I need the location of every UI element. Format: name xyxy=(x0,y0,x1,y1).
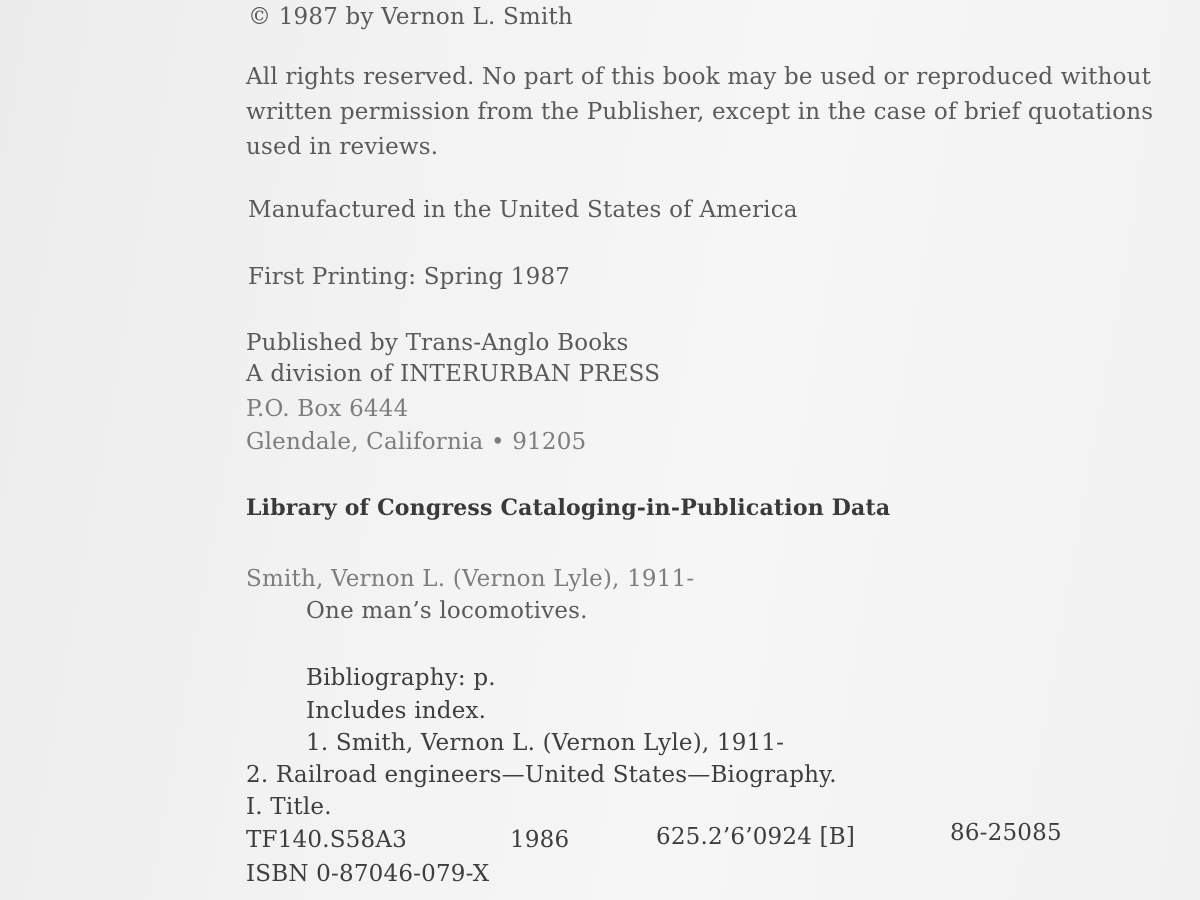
publisher-line-4: Glendale, California • 91205 xyxy=(246,429,587,455)
rights-line-1: All rights reserved. No part of this book may be used or reproduced without xyxy=(246,64,1152,90)
cip-lccn: 86-25085 xyxy=(950,820,1062,846)
rights-line-2: written permission from the Publisher, except in the case of brief quotations xyxy=(246,99,1154,125)
cip-subject-1: 1. Smith, Vernon L. (Vernon Lyle), 1911- xyxy=(306,730,785,756)
cip-title: One man’s locomotives. xyxy=(306,598,588,624)
publisher-line-3: P.O. Box 6444 xyxy=(246,396,409,422)
cip-heading: Library of Congress Cataloging-in-Publication Data xyxy=(246,495,891,521)
copyright-line: © 1987 by Vernon L. Smith xyxy=(248,4,573,30)
cip-bibliography: Bibliography: p. xyxy=(306,665,496,691)
manufactured-line: Manufactured in the United States of America xyxy=(248,197,798,223)
cip-index: Includes index. xyxy=(306,698,487,724)
cip-isbn: ISBN 0-87046-079-X xyxy=(246,861,490,887)
cip-year: 1986 xyxy=(510,827,570,853)
cip-call-number: TF140.S58A3 xyxy=(246,827,407,853)
publisher-line-1: Published by Trans-Anglo Books xyxy=(246,330,629,356)
printing-line: First Printing: Spring 1987 xyxy=(248,264,571,290)
cip-author: Smith, Vernon L. (Vernon Lyle), 1911- xyxy=(246,566,695,592)
cip-dewey: 625.2’6’0924 [B] xyxy=(656,824,855,850)
cip-title-entry: I. Title. xyxy=(246,794,332,820)
cip-subject-2: 2. Railroad engineers—United States—Biography. xyxy=(246,762,837,788)
publisher-line-2: A division of INTERURBAN PRESS xyxy=(246,361,661,387)
rights-line-3: used in reviews. xyxy=(246,134,439,160)
